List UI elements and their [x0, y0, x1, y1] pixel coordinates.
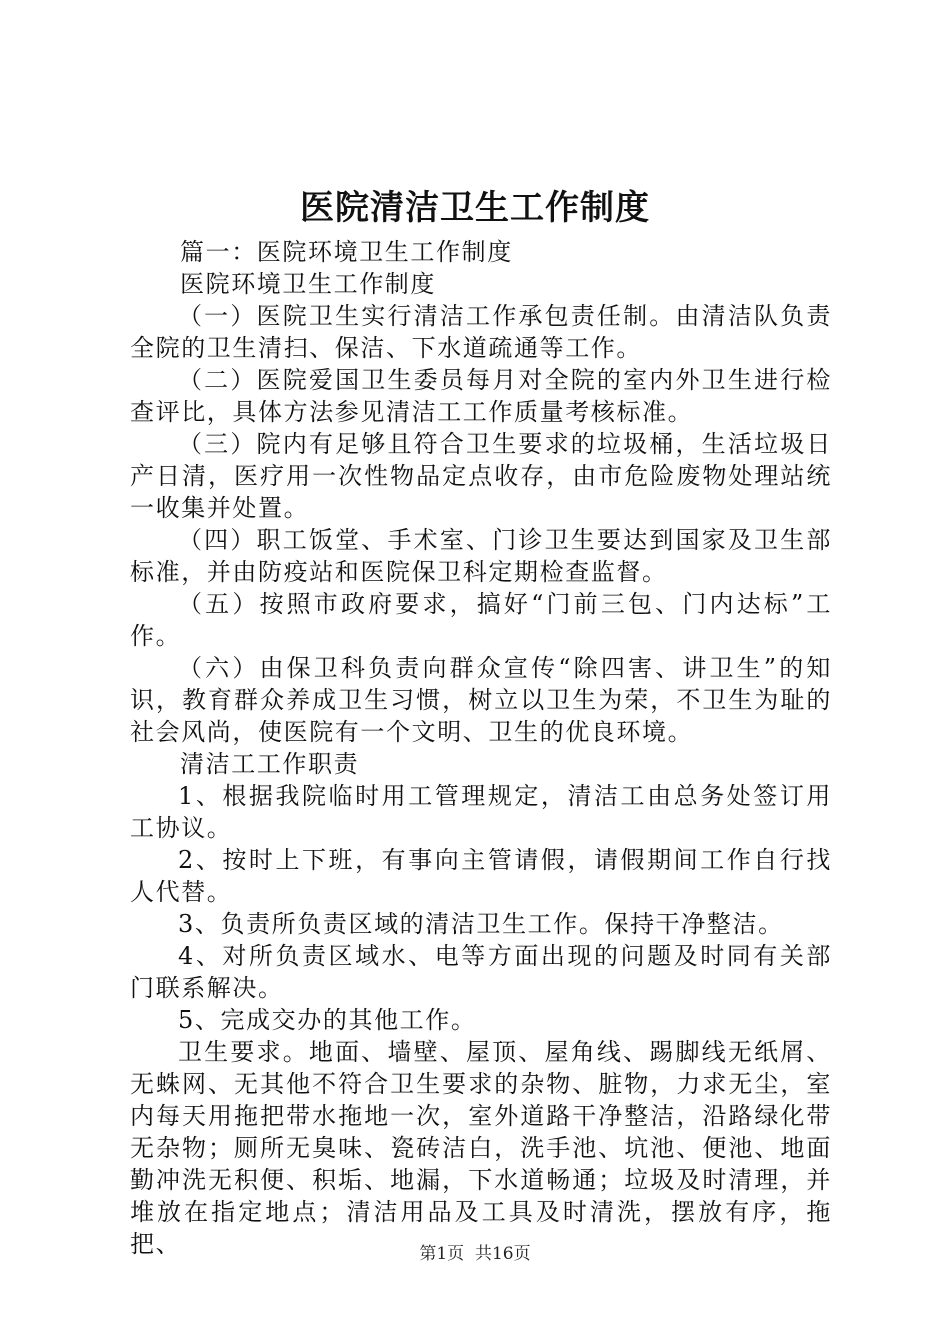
- body-paragraph: （一）医院卫生实行清洁工作承包责任制。由清洁队负责全院的卫生清扫、保洁、下水道疏通等工作。: [130, 302, 832, 362]
- body-paragraph: （五）按照市政府要求，搞好“门前三包、门内达标”工作。: [130, 590, 832, 650]
- page-footer: [0, 1243, 950, 1265]
- document-title: 医院清洁卫生工作制度: [300, 188, 650, 228]
- body-paragraph: （三）院内有足够且符合卫生要求的垃圾桶，生活垃圾日产日清，医疗用一次性物品定点收存，由市危险废物处理站统一收集并处置。: [130, 430, 832, 522]
- list-item: 1、根据我院临时用工管理规定，清洁工由总务处签订用工协议。: [130, 782, 832, 842]
- body-paragraph: 卫生要求。地面、墙壁、屋顶、屋角线、踢脚线无纸屑、无蛛网、无其他不符合卫生要求的杂物、脏物，力求无尘，室内每天用拖把带水拖地一次，室外道路干净整洁，沿路绿化带无杂物；厕所无臭味、瓷砖洁白，洗手池、坑池、便池、地面勤冲洗无积便、积垢、地漏，下水道畅通；垃圾及时清理，并堆放在指定地点；清洁用品及工具及时清洗，摆放有序，拖把、: [130, 1038, 832, 1258]
- body-paragraph: （六）由保卫科负责向群众宣传“除四害、讲卫生”的知识，教育群众养成卫生习惯，树立以卫生为荣，不卫生为耻的社会风尚，使医院有一个文明、卫生的优良环境。: [130, 654, 832, 746]
- list-item: 4、对所负责区域水、电等方面出现的问题及时同有关部门联系解决。: [130, 942, 832, 1002]
- body-paragraph: （二）医院爱国卫生委员每月对全院的室内外卫生进行检查评比，具体方法参见清洁工工作质量考核标准。: [130, 366, 832, 426]
- subsection-heading: 清洁工工作职责: [180, 750, 360, 778]
- list-item: 5、完成交办的其他工作。: [178, 1006, 477, 1034]
- section-heading: 篇一：医院环境卫生工作制度: [180, 238, 513, 266]
- list-item: 2、按时上下班，有事向主管请假，请假期间工作自行找人代替。: [130, 846, 832, 906]
- document-body: [130, 236, 832, 1260]
- page-number: 第1页 共16页: [419, 1244, 531, 1264]
- subsection-heading: 医院环境卫生工作制度: [180, 270, 436, 298]
- list-item: 3、负责所负责区域的清洁卫生工作。保持干净整洁。: [178, 910, 784, 938]
- body-paragraph: （四）职工饭堂、手术室、门诊卫生要达到国家及卫生部标准，并由防疫站和医院保卫科定期检查监督。: [130, 526, 832, 586]
